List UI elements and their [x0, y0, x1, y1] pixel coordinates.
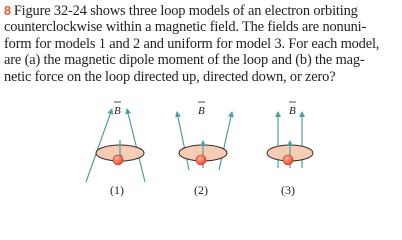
b-field-label-1: B	[114, 105, 121, 117]
field-line-1a	[86, 109, 112, 182]
field-line-2a	[177, 112, 189, 170]
problem-line-5: netic force on the loop directed up, directed down, or zero?	[4, 68, 336, 85]
problem-line-4: are (a) the magnetic dipole moment of the loop and (b) the mag-	[4, 52, 365, 69]
b-field-label-2: B	[198, 105, 205, 117]
model-label-2: (2)	[194, 183, 208, 197]
model-label-3: (3)	[281, 183, 295, 197]
field-line-2b	[219, 112, 232, 170]
model-2	[177, 102, 232, 197]
electron-2	[196, 155, 206, 165]
problem-line-2: counterclockwise within a magnetic field. The fields are nonuni-	[4, 19, 367, 36]
problem-line-3: form for models 1 and 2 and uniform for model 3. For each model,	[4, 35, 380, 52]
model-1	[86, 102, 145, 197]
b-field-label-3: B	[289, 105, 296, 117]
problem-line-1-text: Figure 32-24 shows three loop models of an electron orbiting	[13, 3, 358, 19]
electron-1	[113, 155, 123, 165]
problem-number: 8	[4, 4, 11, 18]
electron-3	[283, 155, 293, 165]
model-3	[267, 102, 313, 197]
model-label-1: (1)	[110, 183, 124, 197]
